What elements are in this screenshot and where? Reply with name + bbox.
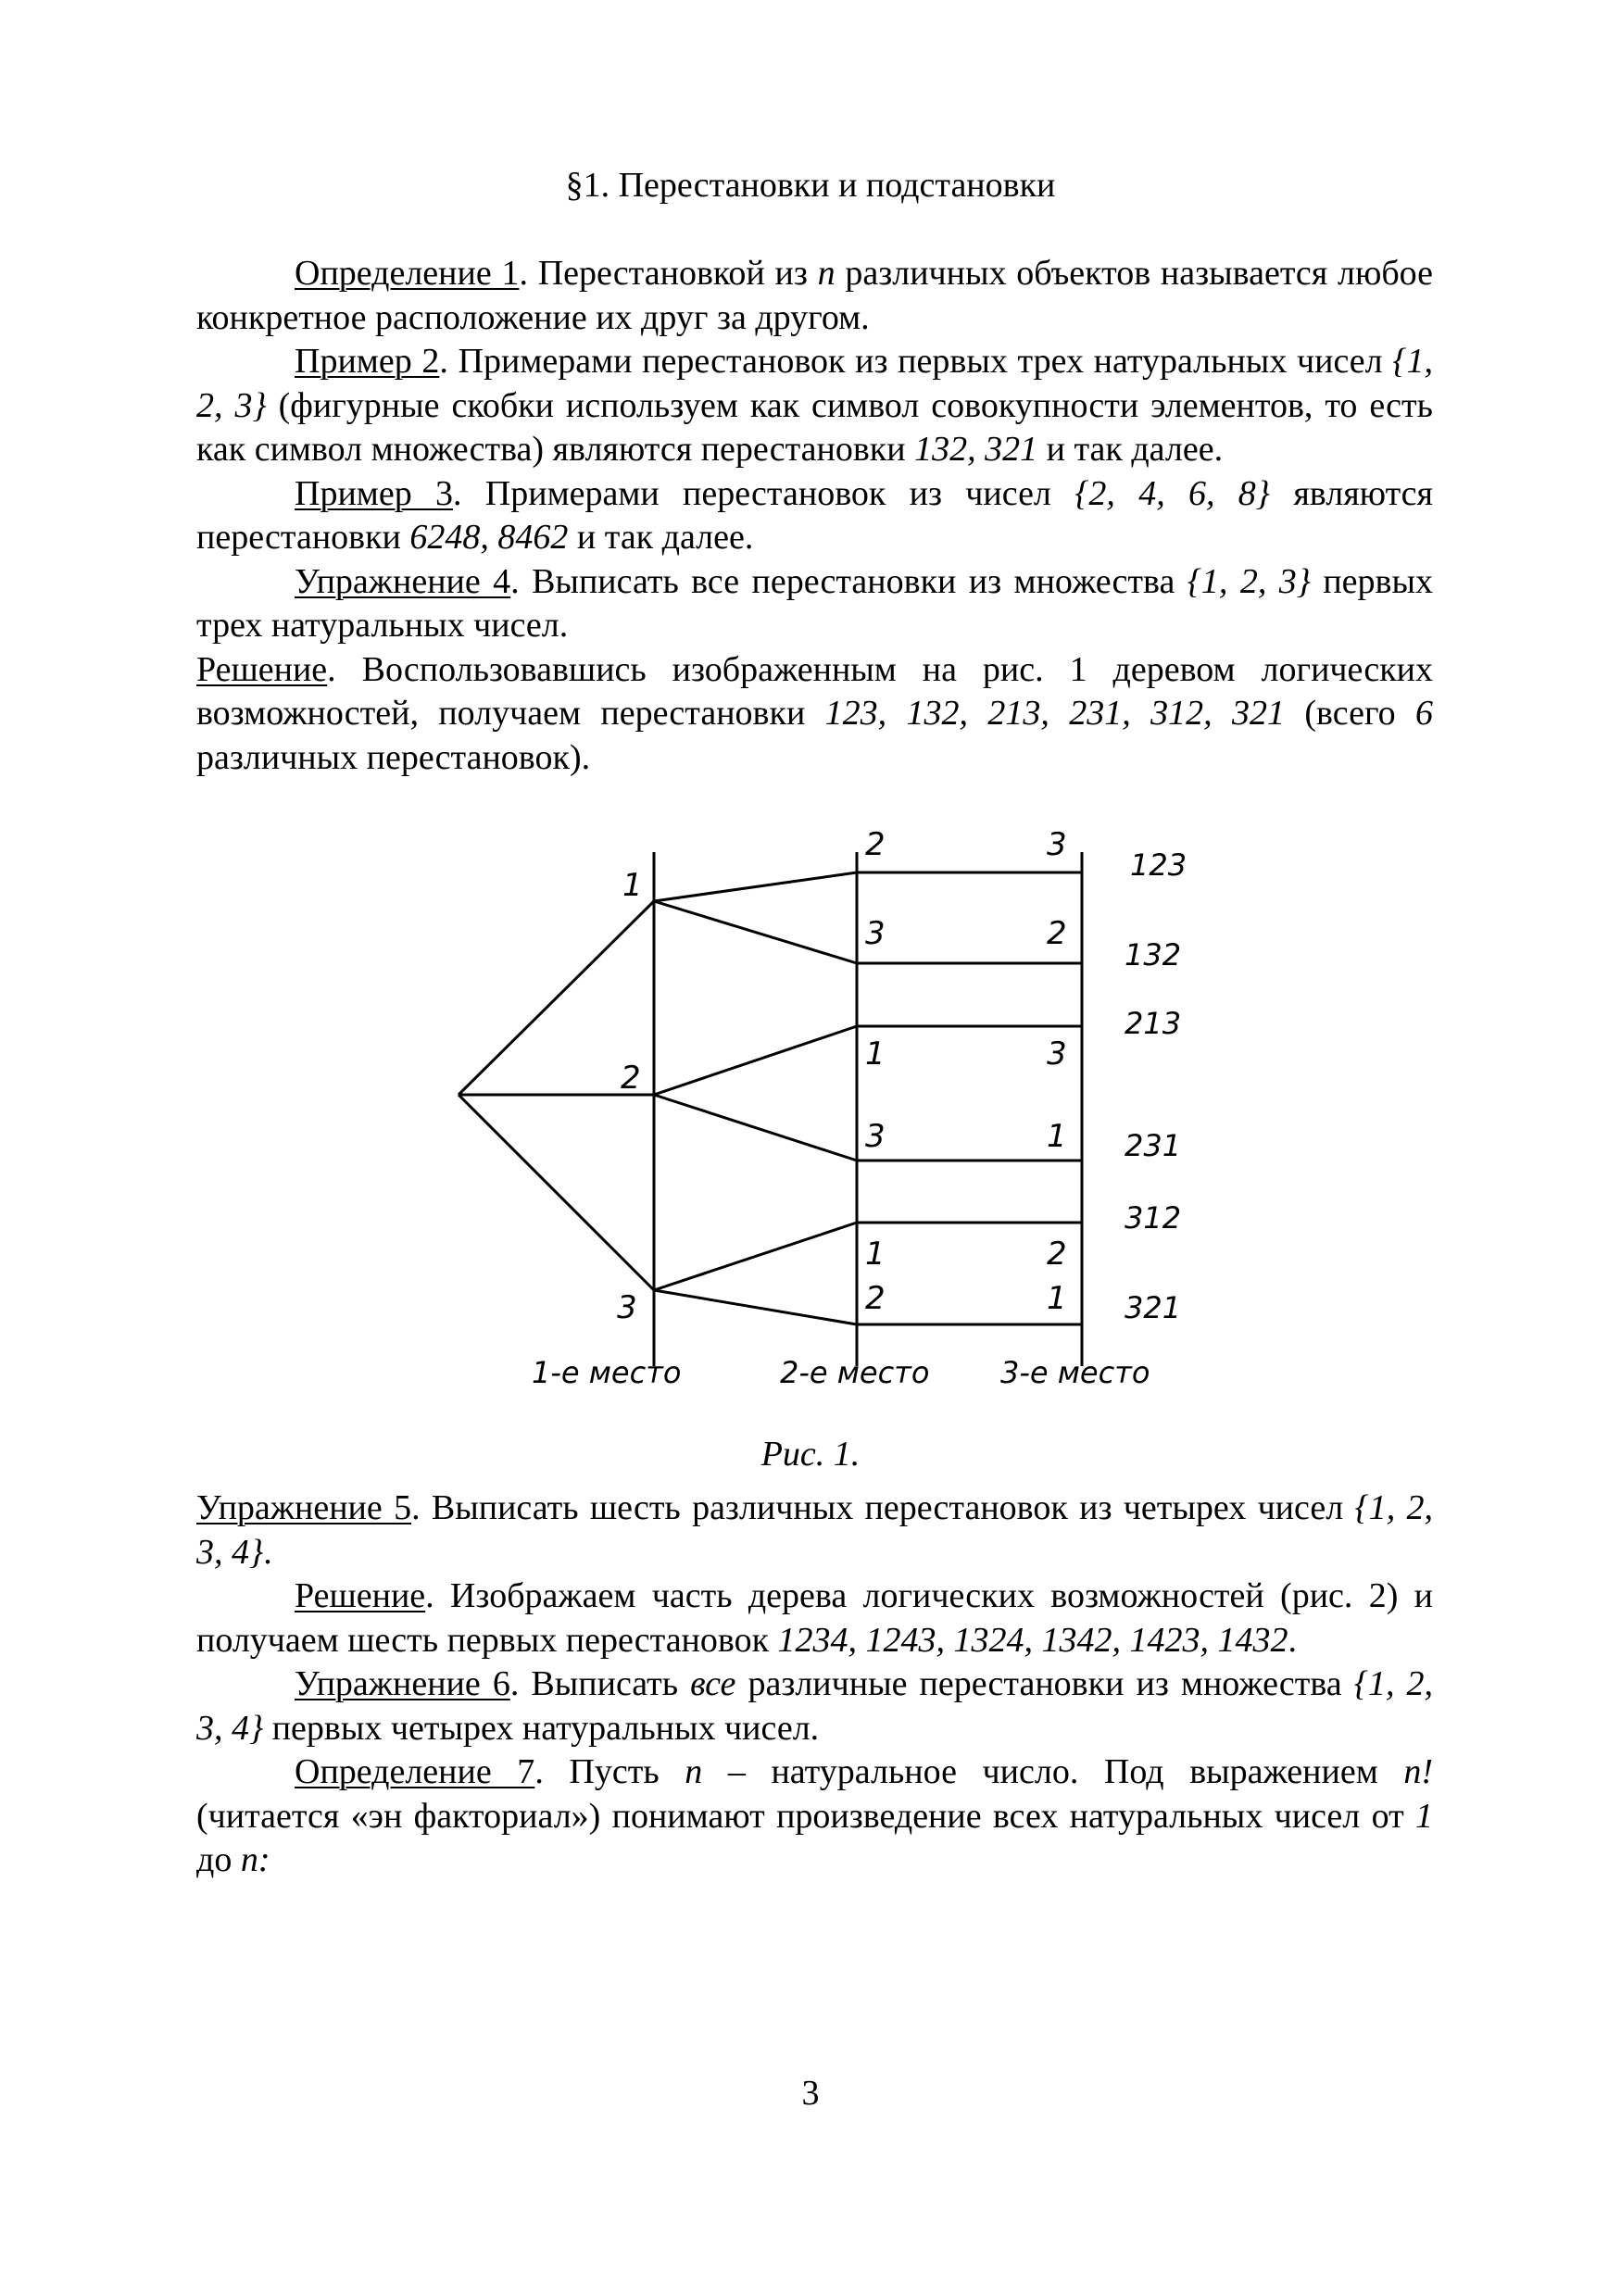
permutation-tree-figure — [445, 824, 1186, 1399]
level2-label: 1 — [865, 1035, 886, 1073]
permutation-result: 321 — [1125, 1290, 1182, 1325]
level2-label: 1 — [865, 1236, 886, 1273]
axis-label-place-2: 2-е место — [780, 1355, 930, 1390]
axis-label-place-1: 1-е место — [532, 1355, 682, 1390]
exercise-6-heading: Упражнение 6 — [295, 1664, 510, 1703]
example-2: Пример 2. Примерами перестановок из первых трех натуральных чисел {1, 2, 3} (фигурные скобки используем как символ совокупности элементов, то есть как символ множества) являются перестановки 132, 321 и так далее. — [196, 342, 1433, 469]
edge-1-2 — [654, 872, 857, 901]
solution-5-heading: Решение — [295, 1576, 426, 1615]
level3-label: 2 — [1047, 1236, 1067, 1273]
exercise-6: Упражнение 6. Выписать все различные перестановки из множества {1, 2, 3, 4} первых четырех натуральных чисел. — [196, 1664, 1434, 1748]
exercise-4: Упражнение 4. Выписать все перестановки из множества {1, 2, 3} первых трех натуральных чисел. — [196, 561, 1433, 645]
level2-label: 2 — [865, 1280, 886, 1317]
edge-root-3 — [459, 1095, 654, 1290]
level3-label: 3 — [1047, 1035, 1067, 1073]
edge-3-1 — [654, 1223, 857, 1290]
solution-5: Решение. Изображаем часть дерева логических возможностей (рис. 2) и получаем шесть первых перестановок 1234, 1243, 1324, 1342, 1423, 1432. — [196, 1576, 1433, 1660]
example-2-heading: Пример 2 — [295, 342, 440, 381]
permutation-result: 312 — [1125, 1200, 1182, 1236]
figure-caption: Рис. 1. — [760, 1435, 861, 1474]
example-3-heading: Пример 3 — [295, 473, 453, 513]
exercise-5-heading: Упражнение 5 — [196, 1488, 412, 1527]
text-block-top — [196, 252, 1433, 780]
example-3: Пример 3. Примерами перестановок из чисел {2, 4, 6, 8} являются перестановки 6248, 8462 и так далее. — [196, 473, 1433, 557]
exercise-5: Упражнение 5. Выписать шесть различных перестановок из четырех чисел {1, 2, 3, 4}. — [196, 1488, 1434, 1572]
level2-label: 2 — [865, 826, 886, 863]
permutation-result: 231 — [1125, 1128, 1182, 1163]
page-number: 3 — [801, 2074, 820, 2113]
level1-label: 3 — [617, 1289, 637, 1326]
level1-label: 2 — [621, 1060, 641, 1097]
level2-label: 3 — [865, 1118, 886, 1155]
text-block-bottom — [196, 1487, 1433, 1883]
level3-label: 1 — [1047, 1280, 1067, 1317]
level3-label: 1 — [1047, 1118, 1067, 1155]
exercise-4-heading: Упражнение 4 — [295, 561, 511, 601]
definition-7-heading: Определение 7 — [295, 1752, 535, 1791]
definition-1: Определение 1. Перестановкой из n различных объектов называется любое конкретное расположение их друг за другом. — [196, 254, 1433, 337]
permutation-result: 123 — [1130, 847, 1186, 883]
permutation-tree-diagram — [445, 824, 1186, 1399]
definition-7: Определение 7. Пусть n – натуральное число. Под выражением n! (читается «эн факториал») понимают произведение всех натуральных чисел от 1 до n: — [196, 1752, 1433, 1879]
permutation-result: 132 — [1125, 937, 1182, 972]
level3-label: 2 — [1047, 915, 1067, 952]
level2-label: 3 — [865, 915, 886, 952]
solution-4: Решение. Воспользовавшись изображенным на рис. 1 деревом логических возможностей, получаем перестановки 123, 132, 213, 231, 312, 321 (всего 6 различных перестановок). — [196, 649, 1433, 777]
section-title: §1. Перестановки и подстановки — [565, 166, 1056, 205]
edge-1-3 — [654, 901, 857, 963]
level1-label: 1 — [622, 867, 643, 904]
edge-2-3 — [654, 1095, 857, 1161]
definition-1-heading: Определение 1 — [295, 254, 520, 293]
axis-label-place-3: 3-е место — [1000, 1355, 1150, 1390]
level3-label: 3 — [1047, 826, 1067, 863]
edge-2-1 — [654, 1026, 857, 1095]
edge-3-2 — [654, 1290, 857, 1324]
permutation-result: 213 — [1125, 1006, 1182, 1041]
solution-4-heading: Решение — [196, 649, 328, 689]
